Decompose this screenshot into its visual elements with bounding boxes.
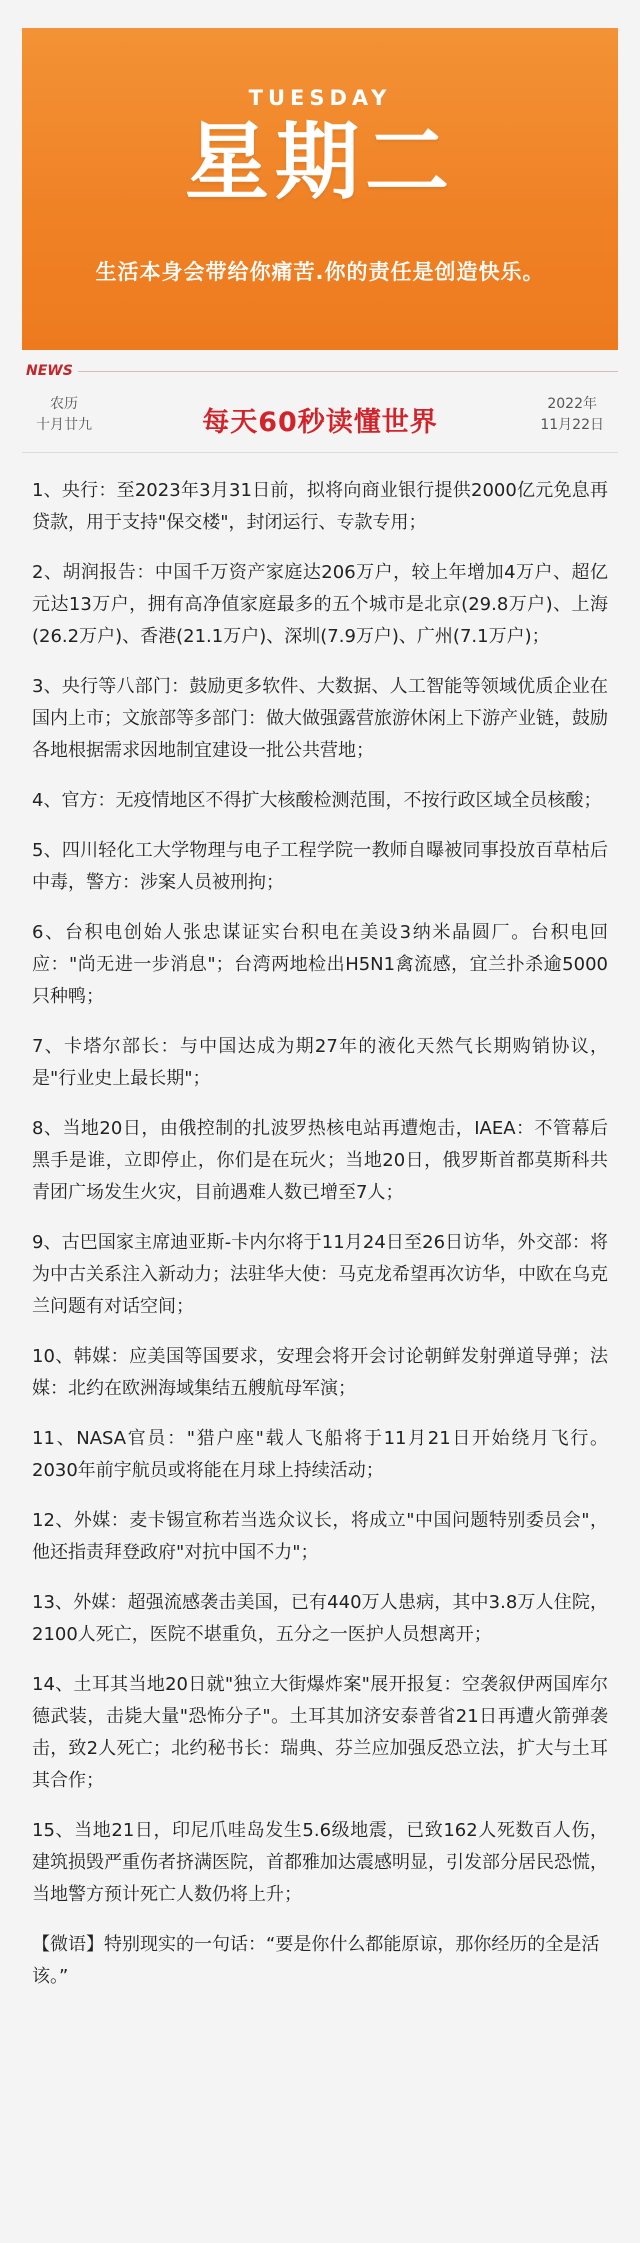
gregorian-month-day: 11月22日 (540, 417, 604, 433)
daily-quote: 【微语】特别现实的一句话：“要是你什么都能原谅，那你经历的全是活该。” (32, 1934, 600, 1987)
news-header (22, 350, 618, 390)
news-item: 10、韩媒：应美国等国要求，安理会将开会讨论朝鲜发射弹道导弹；法媒：北约在欧洲海域集结五艘航母军演； (32, 1346, 608, 1399)
news-item: 1、央行：至2023年3月31日前，拟将向商业银行提供2000亿元免息再贷款，用于支持"保交楼"，封闭运行、专款专用； (32, 480, 608, 533)
news-item: 7、卡塔尔部长：与中国达成为期27年的液化天然气长期购销协议，是"行业史上最长期"； (32, 1036, 608, 1089)
news-item: 13、外媒：超强流感袭击美国，已有440万人患病，其中3.8万人住院，2100人死亡，医院不堪重负，五分之一医护人员想离开； (32, 1592, 608, 1645)
gregorian-date (540, 394, 604, 436)
weekday-chinese: 星期二 (184, 113, 455, 211)
news-item: 12、外媒：麦卡锡宣称若当选众议长，将成立"中国问题特别委员会"，他还指责拜登政府"对抗中国不力"； (32, 1510, 608, 1563)
news-item: 5、四川轻化工大学物理与电子工程学院一教师自曝被同事投放百草枯后中毒，警方：涉案人员被刑拘； (32, 840, 608, 893)
news-item: 15、当地21日，印尼爪哇岛发生5.6级地震，已致162人死数百人伤，建筑损毁严重伤者挤满医院，首都雅加达震感明显，引发部分居民恐慌，当地警方预计死亡人数仍将上升； (32, 1820, 608, 1905)
news-item: 11、NASA官员："猎户座"载人飞船将于11月21日开始绕月飞行。2030年前宇航员或将能在月球上持续活动； (32, 1428, 608, 1481)
news-item: 9、古巴国家主席迪亚斯-卡内尔将于11月24日至26日访华，外交部：将为中古关系注入新动力；法驻华大使：马克龙希望再次访华，中欧在乌克兰问题有对话空间； (32, 1232, 608, 1317)
lunar-day: 十月廿九 (36, 417, 92, 433)
weekday-banner (22, 28, 618, 350)
gregorian-year: 2022年 (547, 396, 597, 412)
page-title: 每天60秒读懂世界 (202, 407, 438, 438)
news-item: 4、官方：无疫情地区不得扩大核酸检测范围，不按行政区域全员核酸； (32, 790, 602, 811)
news-item: 8、当地20日，由俄控制的扎波罗热核电站再遭炮击，IAEA：不管幕后黑手是谁，立即停止，你们是在玩火；当地20日，俄罗斯首都莫斯科共青团广场发生火灾，目前遇难人数已增至7人； (32, 1118, 608, 1203)
lunar-label: 农历 (50, 396, 78, 412)
news-tag: NEWS (26, 363, 73, 379)
weekday-english: TUESDAY (248, 86, 392, 110)
banner-slogan: 生活本身会带给你痛苦.你的责任是创造快乐。 (95, 260, 545, 284)
news-item: 14、土耳其当地20日就"独立大街爆炸案"展开报复：空袭叙伊两国库尔德武装，击毙大量"恐怖分子"。土耳其加济安泰普省21日再遭火箭弹袭击，致2人死亡；北约秘书长：瑞典、芬兰应加强反恐立法，扩大与土耳其合作； (32, 1674, 608, 1791)
news-item: 6、台积电创始人张忠谋证实台积电在美设3纳米晶圆厂。台积电回应："尚无进一步消息"；台湾两地检出H5N1禽流感，宜兰扑杀逾5000只种鸭； (32, 922, 608, 1007)
news-item: 2、胡润报告：中国千万资产家庭达206万户，较上年增加4万户、超亿元达13万户，拥有高净值家庭最多的五个城市是北京(29.8万户)、上海(26.2万户)、香港(21.1万户)、深圳(7.9万户)、广州(7.1万户)； (32, 562, 608, 647)
news-item: 3、央行等八部门：鼓励更多软件、大数据、人工智能等领域优质企业在国内上市；文旅部等多部门：做大做强露营旅游休闲上下游产业链，鼓励各地根据需求因地制宜建设一批公共营地； (32, 676, 608, 761)
date-row (22, 390, 618, 448)
news-divider (78, 371, 618, 372)
news-list (22, 453, 618, 1993)
